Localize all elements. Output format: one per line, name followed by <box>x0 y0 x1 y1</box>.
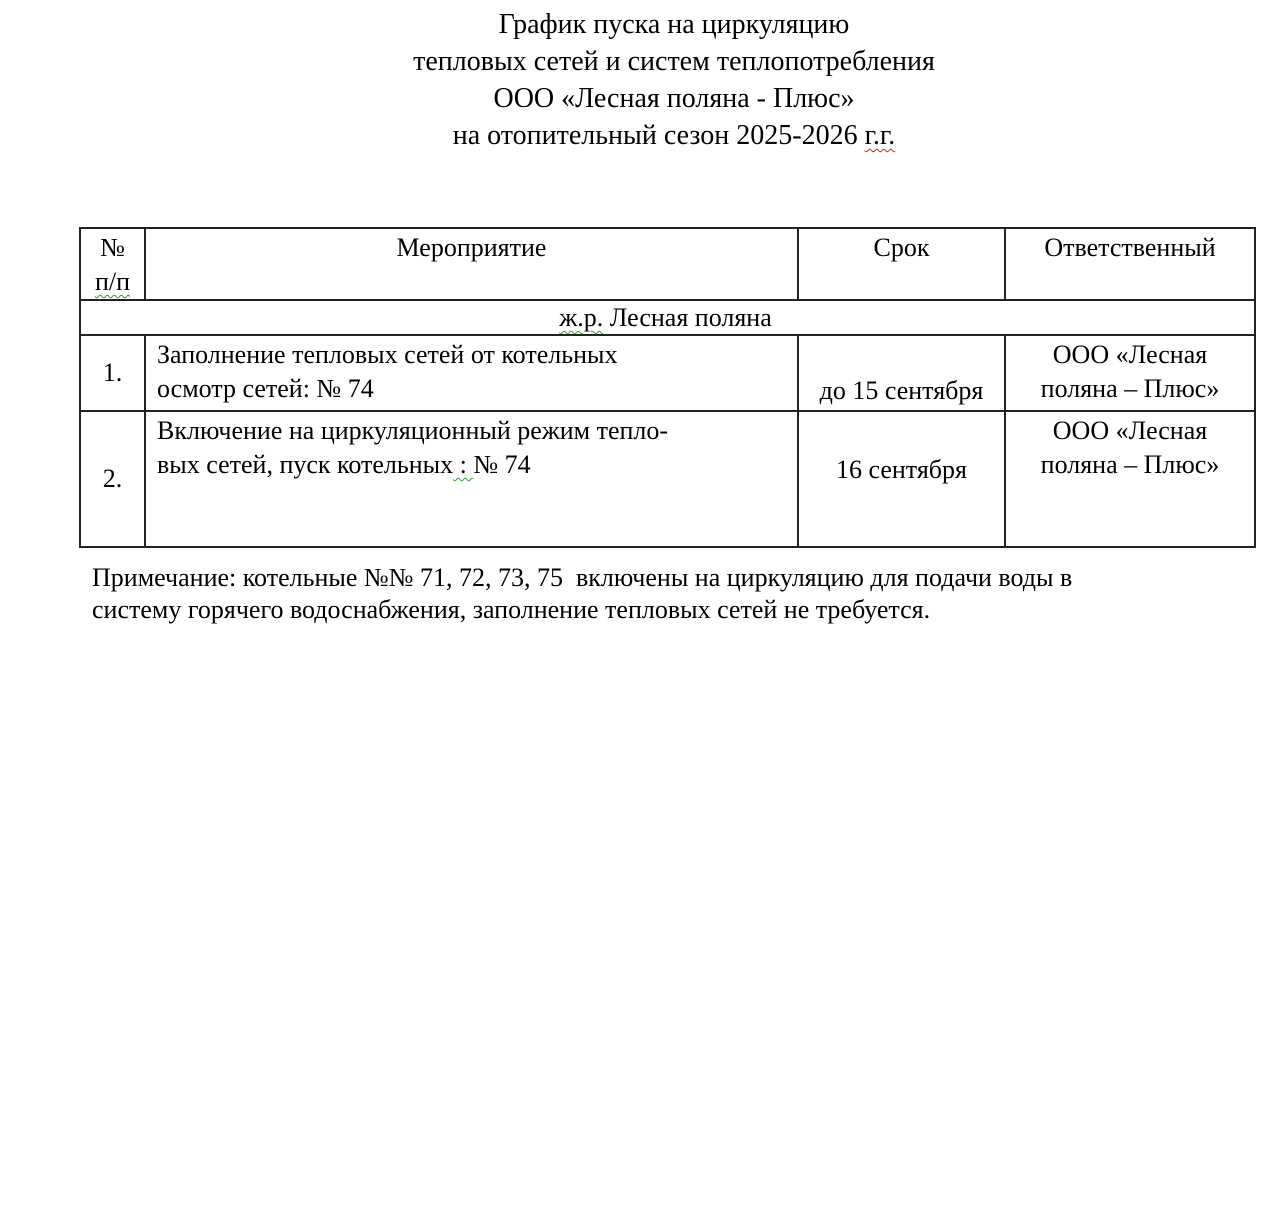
responsible-line: поляна – Плюс» <box>1040 450 1220 479</box>
header-activity: Мероприятие <box>145 228 798 300</box>
title-season: на отопительный сезон 2025-2026 <box>452 120 865 151</box>
activity-line: Включение на циркуляционный режим тепло- <box>157 416 669 445</box>
row-term: до 15 сентября <box>798 335 1005 411</box>
title-line-2: тепловых сетей и систем теплопотребления <box>413 46 935 77</box>
header-number-sign: № <box>100 233 125 262</box>
activity-line: осмотр сетей: № 74 <box>157 374 374 403</box>
activity-number: № 74 <box>473 450 531 479</box>
row-number: 2. <box>80 411 145 547</box>
responsible-line: поляна – Плюс» <box>1040 374 1220 403</box>
row-responsible <box>1005 335 1255 411</box>
note-paragraph <box>92 562 1252 626</box>
activity-colon: : <box>453 450 474 479</box>
row-term: 16 сентября <box>798 411 1005 547</box>
row-activity <box>145 335 798 411</box>
header-pp-text: п/п <box>94 267 131 296</box>
responsible-line: ООО «Лесная <box>1052 340 1208 369</box>
row-activity <box>145 411 798 547</box>
section-prefix: ж.р. <box>559 303 604 332</box>
table-row <box>80 335 1255 411</box>
document-title <box>0 6 1280 154</box>
activity-line <box>157 448 797 482</box>
row-number: 1. <box>80 335 145 411</box>
note-line-2: систему горячего водоснабжения, заполнение тепловых сетей не требуется. <box>92 595 931 624</box>
header-term: Срок <box>798 228 1005 300</box>
title-line-3: ООО «Лесная поляна - Плюс» <box>493 83 855 114</box>
title-line-1: График пуска на циркуляцию <box>498 9 850 40</box>
section-row <box>80 300 1255 335</box>
activity-line: Заполнение тепловых сетей от котельных <box>157 340 618 369</box>
header-responsible: Ответственный <box>1005 228 1255 300</box>
note-line-1: Примечание: котельные №№ 71, 72, 73, 75 включены на циркуляцию для подачи воды в <box>92 563 1073 592</box>
section-name: Лесная поляна <box>603 303 772 332</box>
activity-text: вых сетей, пуск котельных <box>157 450 454 479</box>
header-number-pp <box>81 265 144 299</box>
table-header-row <box>80 228 1255 300</box>
schedule-table <box>79 227 1256 548</box>
row-responsible <box>1005 411 1255 547</box>
header-number <box>80 228 145 300</box>
table-row <box>80 411 1255 547</box>
responsible-line: ООО «Лесная <box>1052 416 1208 445</box>
title-line-4 <box>0 117 1280 154</box>
section-title <box>80 300 1255 335</box>
title-years-abbrev: г.г. <box>864 120 896 151</box>
